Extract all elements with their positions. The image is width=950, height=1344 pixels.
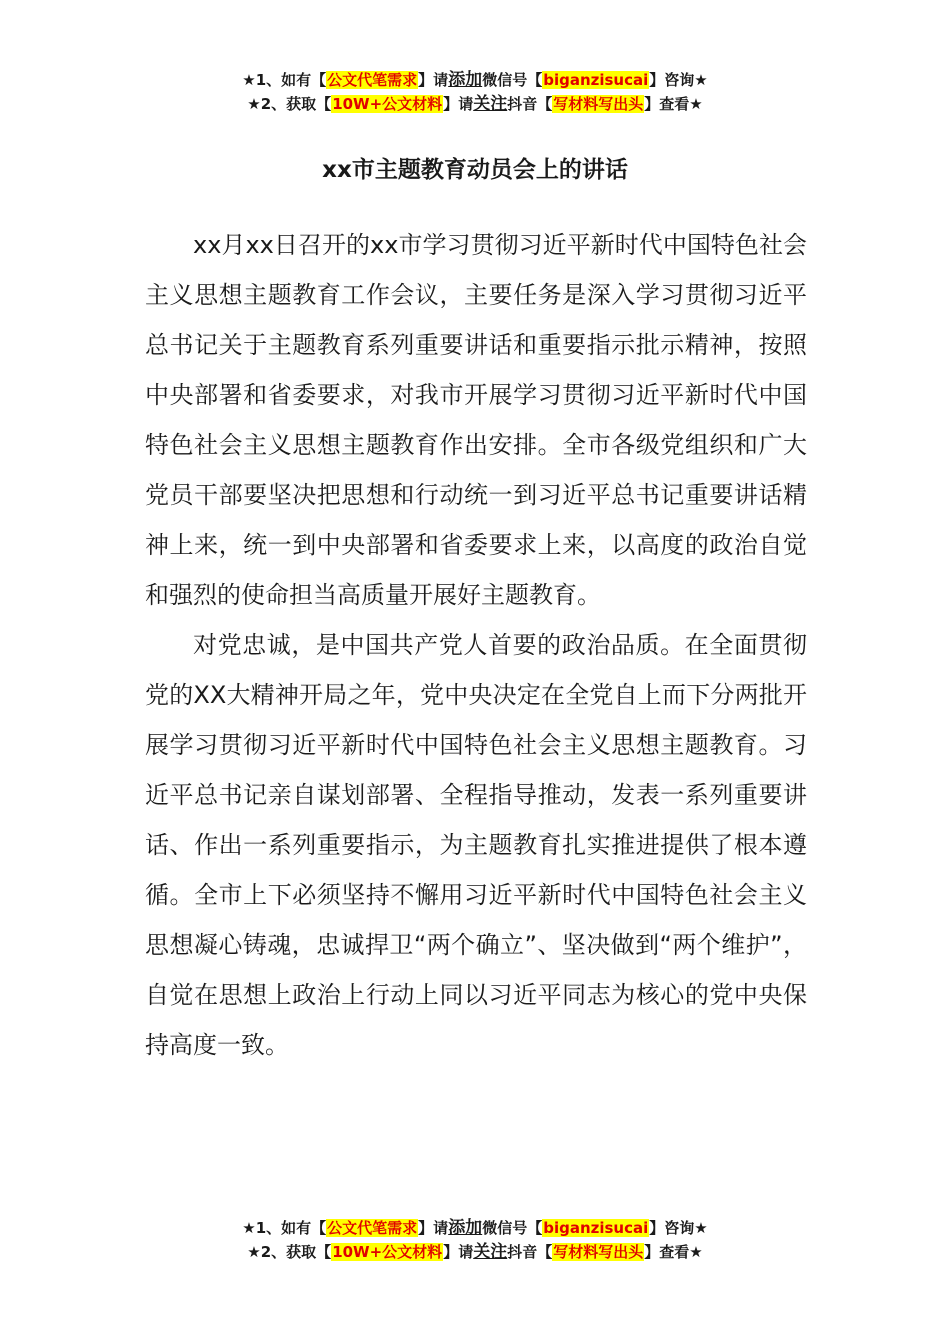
banner-text: ★2、获取【 (247, 95, 332, 113)
footer-banner (0, 1216, 950, 1264)
banner-emphasis: 添加 (448, 70, 483, 90)
banner-emphasis: 关注 (473, 94, 508, 114)
banner-text: 抖音【 (507, 95, 553, 113)
banner-text: 】咨询★ (649, 1219, 708, 1237)
highlight-douyin-account: 写材料写出头 (553, 1243, 644, 1261)
banner-text: 】请 (443, 95, 474, 113)
banner-text: 微信号【 (482, 71, 543, 89)
highlight-materials: 10W+公文材料 (332, 1243, 443, 1261)
banner-text: ★1、如有【 (242, 71, 327, 89)
banner-text: ★2、获取【 (247, 1243, 332, 1261)
banner-line-2 (0, 92, 950, 116)
paragraph-1: xx月xx日召开的xx市学习贯彻习近平新时代中国特色社会主义思想主题教育工作会议，主要任务是深入学习贯彻习近平总书记关于主题教育系列重要讲话和重要指示批示精神，按照中央部署和省委要求，对我市开展学习贯彻习近平新时代中国特色社会主义思想主题教育作出安排。全市各级党组织和广大党员干部要坚决把思想和行动统一到习近平总书记重要讲话精神上来，统一到中央部署和省委要求上来，以高度的政治自觉和强烈的使命担当高质量开展好主题教育。 (145, 231, 807, 609)
highlight-service: 公文代笔需求 (327, 71, 418, 89)
highlight-service: 公文代笔需求 (327, 1219, 418, 1237)
banner-text: 微信号【 (482, 1219, 543, 1237)
banner-text: 】咨询★ (649, 71, 708, 89)
banner-text: ★1、如有【 (242, 1219, 327, 1237)
banner-emphasis: 添加 (448, 1218, 483, 1238)
banner-text: 抖音【 (507, 1243, 553, 1261)
banner-emphasis: 关注 (473, 1242, 508, 1262)
banner-line-1 (0, 1216, 950, 1240)
highlight-wechat-id: biganzisucai (543, 71, 649, 89)
banner-text: 】请 (443, 1243, 474, 1261)
paragraph-2: 对党忠诚，是中国共产党人首要的政治品质。在全面贯彻党的XX大精神开局之年，党中央决定在全党自上而下分两批开展学习贯彻习近平新时代中国特色社会主义思想主题教育。习近平总书记亲自谋划部署、全程指导推动，发表一系列重要讲话、作出一系列重要指示，为主题教育扎实推进提供了根本遵循。全市上下必须坚持不懈用习近平新时代中国特色社会主义思想凝心铸魂，忠诚捍卫“两个确立”、坚决做到“两个维护”，自觉在思想上政治上行动上同以习近平同志为核心的党中央保持高度一致。 (145, 631, 807, 1059)
banner-text: 】请 (418, 71, 449, 89)
highlight-douyin-account: 写材料写出头 (553, 95, 644, 113)
banner-line-2 (0, 1240, 950, 1264)
document-title: xx市主题教育动员会上的讲话 (322, 157, 628, 183)
highlight-materials: 10W+公文材料 (332, 95, 443, 113)
banner-text: 】查看★ (644, 95, 703, 113)
banner-text: 】查看★ (644, 1243, 703, 1261)
header-banner (0, 68, 950, 116)
banner-line-1 (0, 68, 950, 92)
document-body (145, 220, 807, 1070)
banner-text: 】请 (418, 1219, 449, 1237)
highlight-wechat-id: biganzisucai (543, 1219, 649, 1237)
